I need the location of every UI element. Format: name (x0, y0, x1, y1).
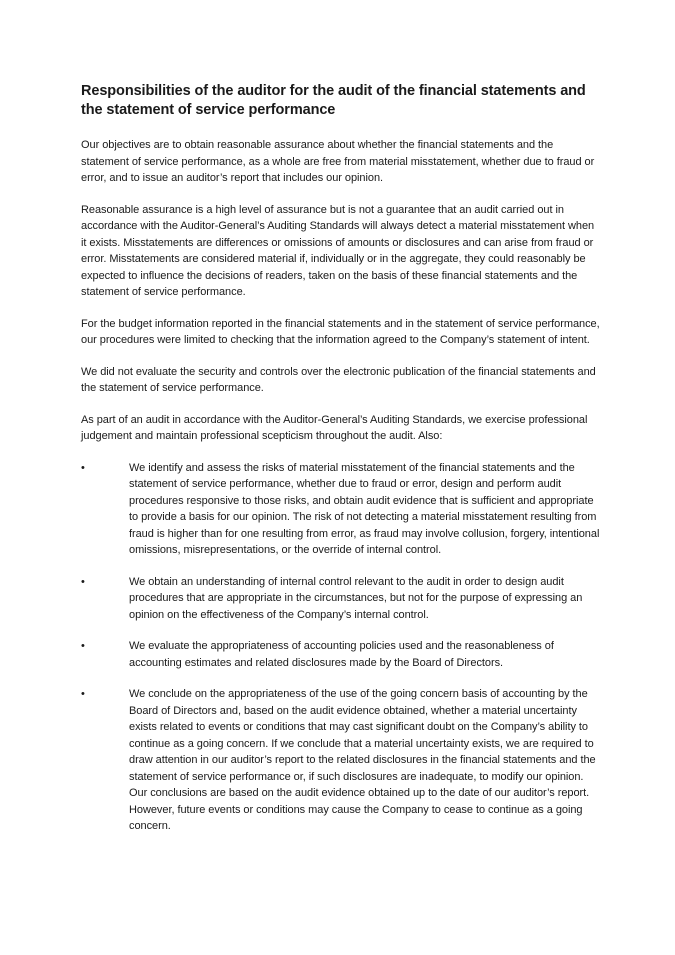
list-item-text: We conclude on the appropriateness of the use of the going concern basis of accounting by the Board of Directors and, based on the audit evidence obtained, whether a material uncertainty exists related to events or conditions that may cast significant doubt on the Company’s ability to continue as a going concern. If we conclude that a material uncertainty exists, we are required to draw attention in our auditor’s report to the related disclosures in the financial statements and the statement of service performance or, if such disclosures are inadequate, to modify our opinion. Our conclusions are based on the audit evidence obtained up to the date of our auditor’s report. However, future events or conditions may cause the Company to cease to continue as a going concern. (129, 688, 596, 832)
bullet-icon: • (81, 640, 85, 652)
responsibilities-list (81, 460, 601, 835)
paragraph-objectives: Our objectives are to obtain reasonable assurance about whether the financial statements and the statement of service performance, as a whole are free from material misstatement, whether due to fraud or error, and to issue an auditor’s report that includes our opinion. (81, 139, 595, 184)
paragraph-audit-intro: As part of an audit in accordance with the Auditor-General’s Auditing Standards, we exercise professional judgement and maintain professional scepticism throughout the audit. Also: (81, 413, 588, 442)
list-item (81, 638, 601, 671)
section-heading: Responsibilities of the auditor for the audit of the financial statements and the statement of service performance (81, 83, 586, 118)
paragraph-budget-information: For the budget information reported in the financial statements and in the statement of service performance, our procedures were limited to checking that the information agreed to the Company’s statement of intent. (81, 317, 600, 346)
document-page (81, 82, 601, 850)
list-item-text: We evaluate the appropriateness of accounting policies used and the reasonableness of accounting estimates and related disclosures made by the Board of Directors. (129, 640, 554, 669)
list-item (81, 460, 601, 559)
bullet-icon: • (81, 575, 85, 588)
list-item (81, 686, 601, 835)
bullet-icon: • (81, 688, 85, 700)
paragraph-reasonable-assurance: Reasonable assurance is a high level of assurance but is not a guarantee that an audit carried out in accordance with the Auditor-General’s Auditing Standards will always detect a material misstatement when it exists. Misstatements are differences or omissions of amounts or disclosures and can arise from fraud or error. Misstatements are considered material if, individually or in the aggregate, they could reasonably be expected to influence the decisions of readers, taken on the basis of these financial statements and the statement of service performance. (81, 203, 595, 298)
list-item-text: We identify and assess the risks of material misstatement of the financial statements and the statement of service performance, whether due to fraud or error, design and perform audit procedures responsive to those risks, and obtain audit evidence that is sufficient and appropriate to provide a basis for our opinion. The risk of not detecting a material misstatement resulting from fraud is higher than for one resulting from error, as fraud may involve collusion, forgery, intentional omissions, misrepresentations, or the override of internal control. (129, 461, 600, 556)
list-item (81, 574, 601, 624)
list-item-text: We obtain an understanding of internal control relevant to the audit in order to design audit procedures that are appropriate in the circumstances, but not for the purpose of expressing an opinion on the effectiveness of the Company’s internal control. (129, 575, 583, 621)
bullet-icon: • (81, 461, 85, 474)
paragraph-electronic-publication: We did not evaluate the security and controls over the electronic publication of the financial statements and the statement of service performance. (81, 365, 596, 394)
